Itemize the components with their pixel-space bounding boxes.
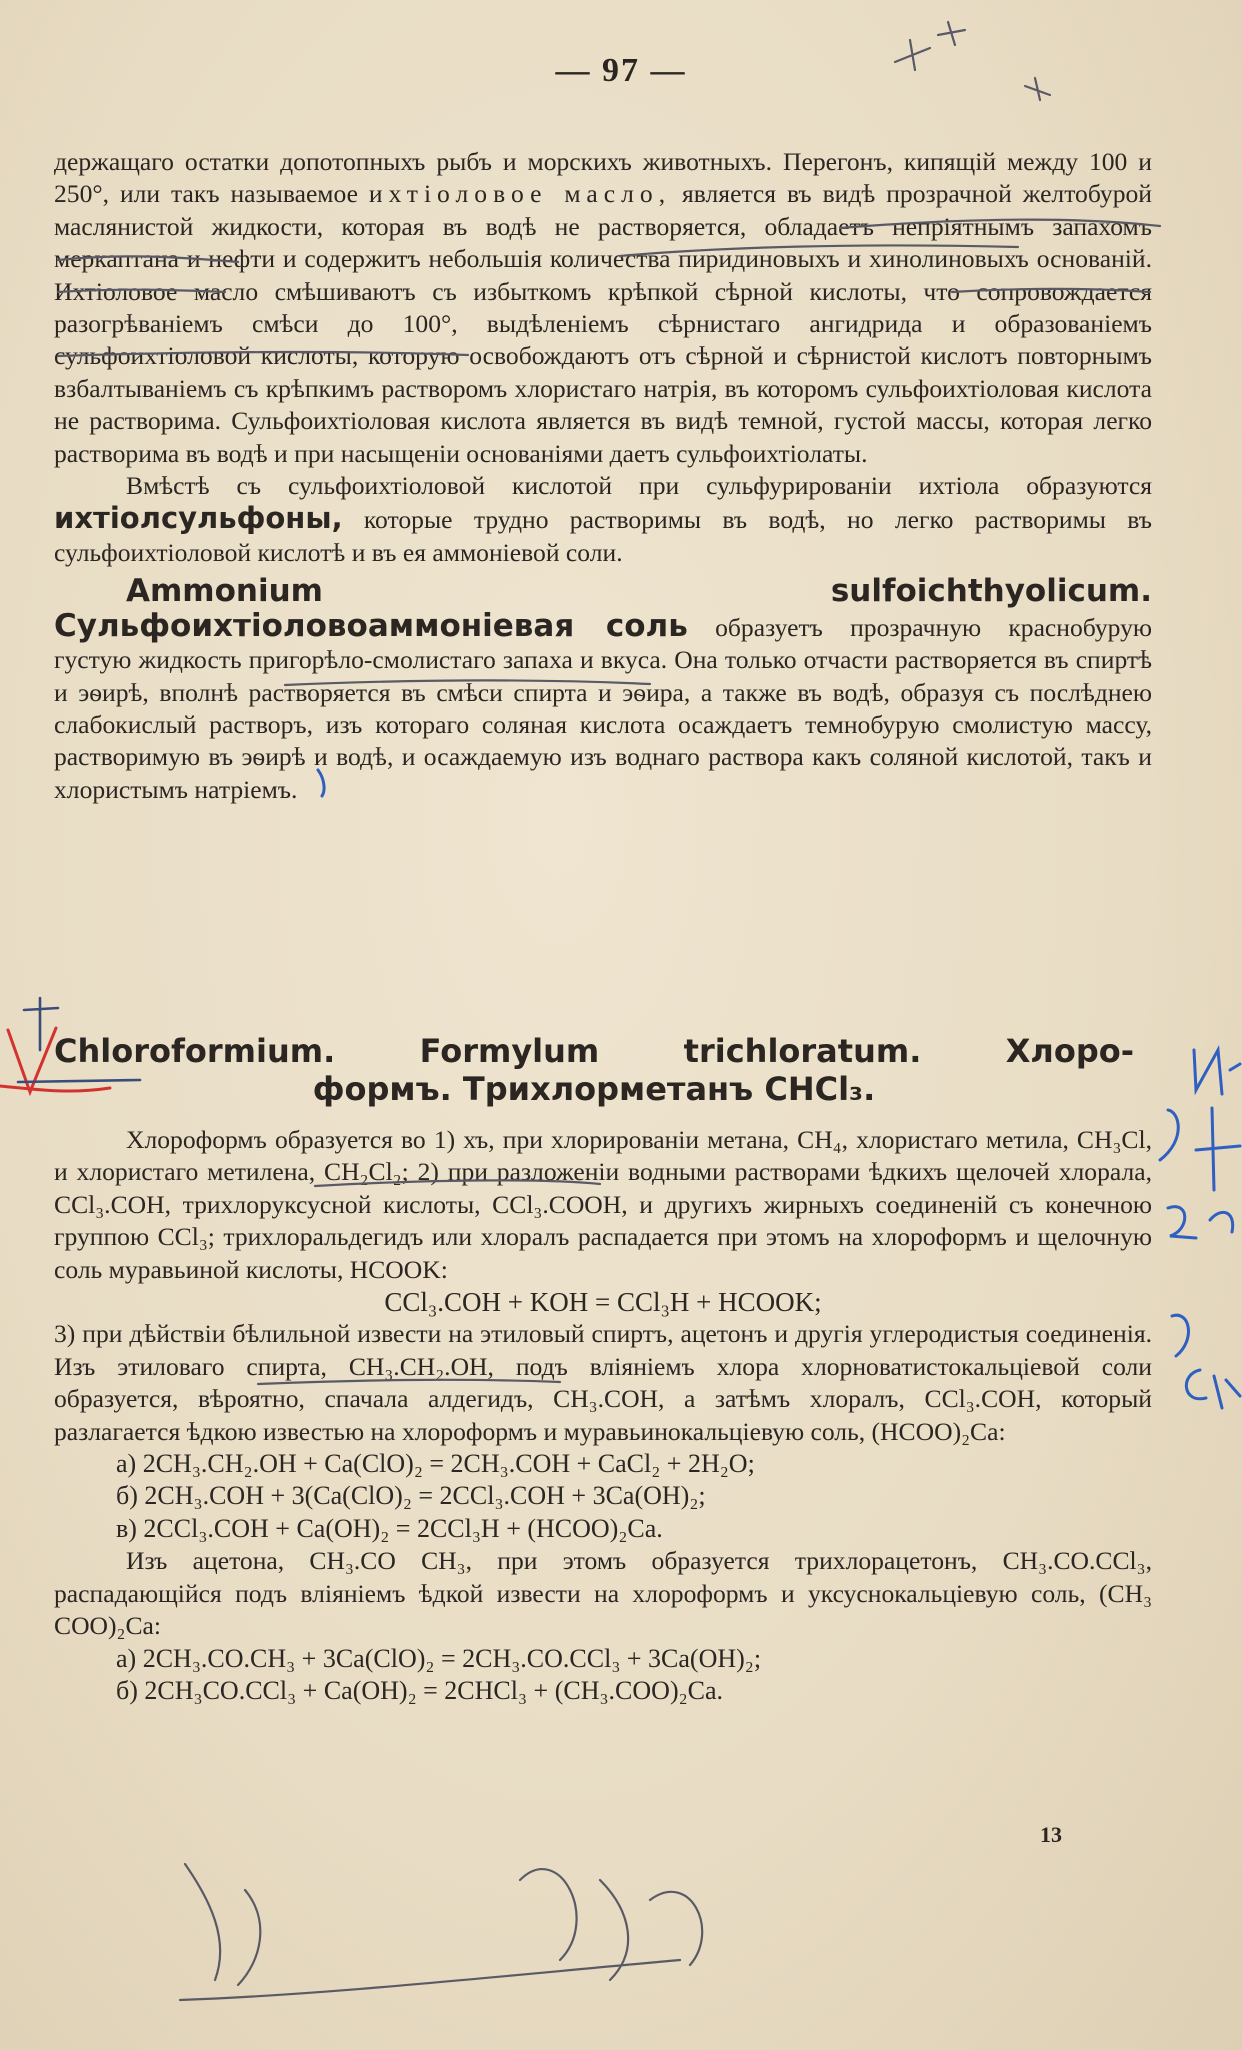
section-heading-chloroform: [54, 1032, 1134, 1108]
pencil-line: [180, 1960, 680, 2000]
blue-letter-mark: [1194, 1050, 1240, 1094]
entry-title: Ammonium sulfoichthyolicum. Сульфоихтіоловоаммоніевая соль: [54, 573, 1152, 644]
blue-numeral-mark: [1168, 1207, 1196, 1238]
blue-numeral-mark: [1160, 1110, 1178, 1160]
pencil-scribble: [185, 1864, 260, 1985]
blue-scribble: [1210, 1212, 1233, 1232]
formula-line: CCl₃.COH + KOH = CCl₃H + HCOOK;: [384, 1287, 822, 1318]
bold-term: ихтіолсульфоны,: [54, 501, 343, 536]
paragraph-text: Вмѣстѣ съ сульфоихтіоловой кислотой при сульфурированіи ихтіола образуются: [126, 471, 1152, 501]
blue-cross-mark: [1196, 1108, 1240, 1190]
paragraph-ammonium: [54, 575, 1152, 806]
ink-plus-mark: [24, 998, 58, 1050]
paragraph-text: образуетъ прозрачную краснобурую густую жидкость пригорѣло-смолистаго запаха и вкуса. Она только отчасти растворяется въ спиртѣ и эѳирѣ, вполнѣ растворяется въ смѣси спирта и эѳира, а также въ водѣ, образуя съ послѣднею слабокислый растворъ, изъ котораго соляная кислота осаждаетъ темнобурую смолистую массу, растворимую въ эѳирѣ и водѣ, и осаждаемую изъ воднаго раствора какъ соляной кислотой, такъ и хлористымъ натріемъ.: [54, 612, 1153, 804]
reaction-list-1: [54, 1448, 1152, 1545]
reaction-line: а) 2CH₃.CH₂.OH + Ca(ClO)₂ = 2CH₃.COH + CaCl₂ + 2H₂O;: [116, 1449, 755, 1479]
reaction-line: в) 2CCl₃.COH + Ca(OH)₂ = 2CCl₃H + (HCOO)₂Ca.: [116, 1513, 663, 1543]
paragraph-text: которые трудно растворимы въ водѣ, но легко растворимы въ сульфоихтіоловой кислотѣ и въ ея аммоніевой соли.: [54, 505, 1152, 567]
section-ichthyol: [54, 146, 1152, 806]
heading-line-1: Chloroformium. Formylum trichloratum. Хлоро-: [54, 1032, 1134, 1070]
paragraph-text: является въ видѣ прозрачной желтобурой маслянистой жидкости, которая въ водѣ не растворяется, обладаетъ непріятнымъ запахомъ меркаптана и нефти и содержитъ небольшія количества пиридиновыхъ и хинолиновыхъ основаній. Ихтіоловое масло смѣшиваютъ съ избыткомъ крѣпкой сѣрной кислоты, что сопровождается разогрѣваніемъ смѣси до 100°, выдѣленіемъ сѣрнистаго ангидрида и образованіемъ сульфоихтіоловой кислоты, которую освобождаютъ отъ сѣрной и сѣрнистой кислотъ повторнымъ взбалтываніемъ съ крѣпкимъ растворомъ хлористаго натрія, въ которомъ сульфоихтіоловая кислота не растворима. Сульфоихтіоловая кислота является въ видѣ темной, густой массы, которая легко растворима въ водѣ и при насыщеніи основаніями даетъ сульфоихтіолаты.: [54, 179, 1152, 468]
red-check-mark: [8, 1028, 56, 1092]
reaction-line: а) 2CH₃.CO.CH₃ + 3Ca(ClO)₂ = 2CH₃.CO.CCl₃ + 3Ca(OH)₂;: [116, 1643, 762, 1673]
paragraph-text: держащаго остатки допотопныхъ рыбъ и морскихъ животныхъ. Перегонъ, кипящій между 100 и 250°, или такъ называемое: [54, 147, 1152, 209]
paragraph-sulfones: [54, 470, 1152, 569]
blue-formula-mark: [1186, 1370, 1240, 1408]
spaced-term: ихтіоловое масло,: [368, 179, 672, 209]
paragraph-ichthyol-oil: [54, 146, 1152, 470]
reaction-list-2: [54, 1643, 1152, 1708]
blue-numeral-mark: [1172, 1315, 1188, 1356]
signature-number: 13: [1040, 1822, 1062, 1847]
paragraph-acetone: Изъ ацетона, CH₃.CO CH₃, при этомъ образуется трихлорацетонъ, CH₃.CO.CCl₃, распадающійся подъ вліяніемъ ѣдкой извести на хлороформъ и уксуснокальціевую соль, (CH₃ COO)₂Ca:: [54, 1546, 1152, 1641]
paragraph-formation: Хлороформъ образуется во 1) хъ, при хлорированіи метана, CH₄, хлористаго метила, CH₃Cl, и хлористаго метилена, CH₂Cl₂; 2) при разложеніи водными растворами ѣдкихъ щелочей хлорала, CCl₃.COH, трихлоруксусной кислоты, CCl₃.COOH, и другихъ жирныхъ соединеній съ конечною группою CCl₃; трихлоральдегидъ или хлоралъ распадается при этомъ на хлороформъ и щелочную соль муравьиной кислоты, HCOOK:: [54, 1125, 1152, 1284]
paragraph-bleaching-lime: 3) при дѣйствіи бѣлильной извести на этиловый спиртъ, ацетонъ и другія углеродистыя соединенія. Изъ этиловаго спирта, CH₃.CH₂.OH, подъ вліяніемъ хлора хлорноватистокальціевой соли образуется, вѣроятно, спачала алдегидъ, CH₃.COH, а затѣмъ хлоралъ, CCl₃.COH, который разлагается ѣдкою известью на хлороформъ и муравьинокальціевую соль, (HCOO)₂Ca:: [54, 1319, 1152, 1446]
page-number: — 97 —: [555, 52, 687, 89]
pencil-scribble: [520, 1869, 702, 1980]
section-chloroform: [54, 1124, 1152, 1707]
heading-line-2: формъ. Трихлорметанъ CHCl₃.: [312, 1070, 876, 1108]
reaction-line: б) 2CH₃.COH + 3(Ca(ClO)₂ = 2CCl₃.COH + 3Ca(OH)₂;: [116, 1481, 706, 1511]
reaction-line: б) 2CH₃CO.CCl₃ + Ca(OH)₂ = 2CHCl₃ + (CH₃.COO)₂Ca.: [116, 1675, 724, 1705]
pencil-cross-mark: [938, 22, 965, 45]
